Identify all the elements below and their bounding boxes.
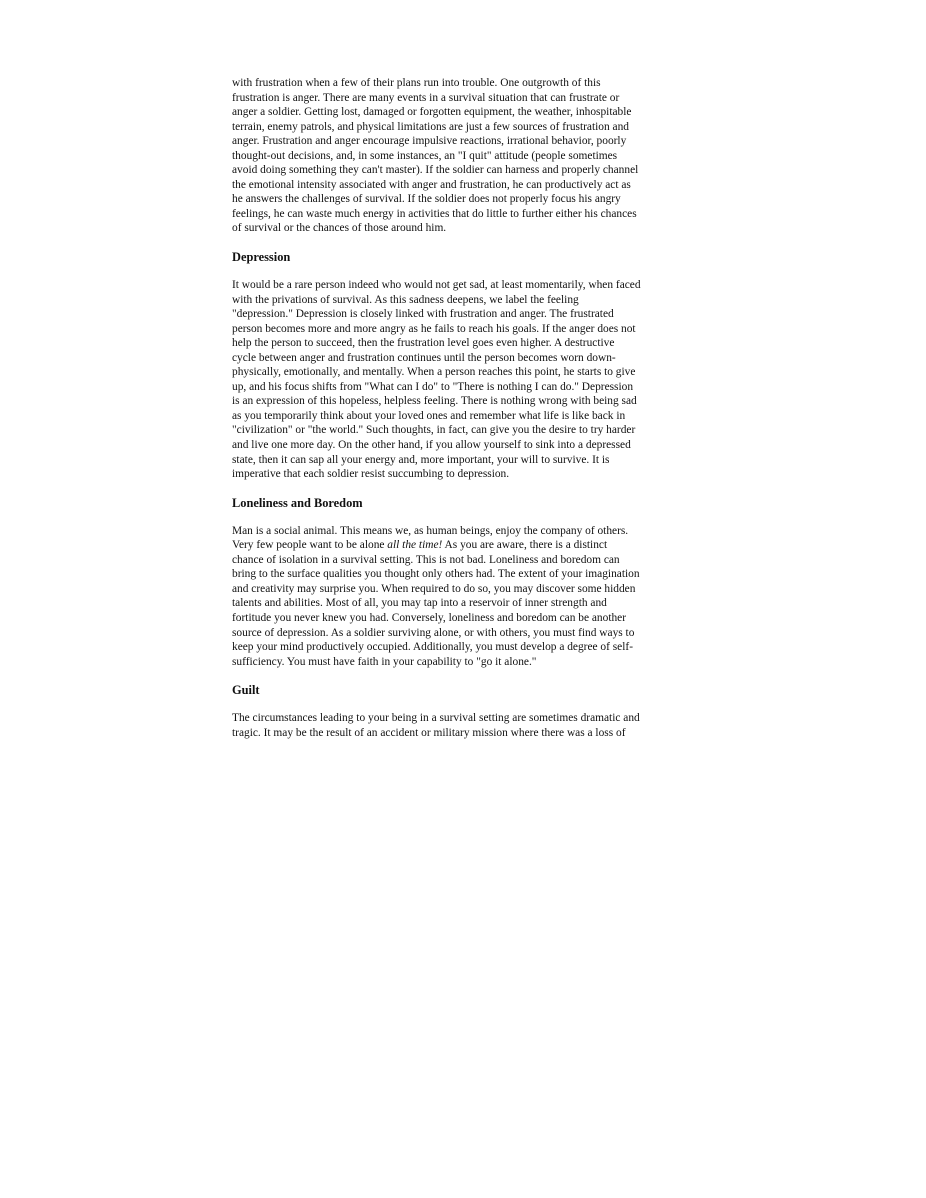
text-line: sufficiency. You must have faith in your capability to "go it alone.": [232, 655, 537, 668]
text-run: Very few people want to be alone: [232, 539, 388, 552]
text-line: he answers the challenges of survival. If the soldier does not properly focus his angry: [232, 193, 621, 206]
text-line: physically, emotionally, and mentally. When a person reaches this point, he starts to give: [232, 366, 636, 379]
text-line: imperative that each soldier resist succumbing to depression.: [232, 468, 510, 481]
text-line: help the person to succeed, then the frustration level goes even higher. A destructive: [232, 337, 615, 350]
section-heading-depression: Depression: [232, 250, 291, 265]
text-line: and creativity may surprise you. When required to do so, you may discover some hidden: [232, 582, 636, 595]
text-line: talents and abilities. Most of all, you may tap into a reservoir of inner strength and: [232, 597, 607, 610]
guilt-paragraph: [232, 711, 702, 740]
text-line: with frustration when a few of their plans run into trouble. One outgrowth of this: [232, 77, 601, 89]
text-line: anger. Frustration and anger encourage impulsive reactions, irrational behavior, poorly: [232, 135, 627, 148]
text-line: "depression." Depression is closely linked with frustration and anger. The frustrated: [232, 308, 614, 321]
text-line: the emotional intensity associated with anger and frustration, he can productively act as: [232, 178, 631, 191]
text-line: anger a soldier. Getting lost, damaged or forgotten equipment, the weather, inhospitable: [232, 106, 632, 119]
text-line: state, then it can sap all your energy and, more important, your will to survive. It is: [232, 453, 610, 466]
depression-paragraph: [232, 278, 702, 482]
section-heading-loneliness-and-boredom: Loneliness and Boredom: [232, 495, 363, 510]
text-line: avoid doing something they can't master). If the soldier can harness and properly channel: [232, 164, 639, 177]
text-line: thought-out decisions, and, in some instances, an "I quit" attitude (people sometimes: [232, 149, 618, 162]
text-line: source of depression. As a soldier surviving alone, or with others, you must find ways to: [232, 626, 635, 639]
text-line: with the privations of survival. As this sadness deepens, we label the feeling: [232, 293, 579, 306]
text-line: feelings, he can waste much energy in activities that do little to further either his chances: [232, 207, 637, 220]
text-line: Man is a social animal. This means we, as human beings, enjoy the company of others.: [232, 524, 629, 537]
text-line: cycle between anger and frustration continues until the person becomes worn down-: [232, 351, 616, 364]
text-line: The circumstances leading to your being in a survival setting are sometimes dramatic and: [232, 712, 640, 725]
text-line: terrain, enemy patrols, and physical limitations are just a few sources of frustration and: [232, 120, 629, 133]
text-line: fortitude you never knew you had. Conversely, loneliness and boredom can be another: [232, 611, 627, 624]
loneliness-paragraph: [232, 524, 702, 669]
text-line: It would be a rare person indeed who would not get sad, at least momentarily, when faced: [232, 279, 641, 292]
text-line: bring to the surface qualities you thought only others had. The extent of your imagination: [232, 568, 640, 581]
text-run: As you are aware, there is a distinct: [442, 539, 608, 552]
page-content: [232, 76, 702, 740]
text-line: [232, 538, 702, 553]
text-line: is an expression of this hopeless, helpless feeling. There is nothing wrong with being sad: [232, 395, 637, 408]
text-line: keep your mind productively occupied. Additionally, you must develop a degree of self-: [232, 641, 633, 654]
text-line: up, and his focus shifts from "What can I do" to "There is nothing I can do." Depression: [232, 380, 634, 393]
intro-paragraph: [232, 76, 702, 236]
text-line: and live one more day. On the other hand, if you allow yourself to sink into a depressed: [232, 439, 631, 452]
text-line: tragic. It may be the result of an accident or military mission where there was a loss of: [232, 726, 626, 739]
text-line: person becomes more and more angry as he fails to reach his goals. If the anger does not: [232, 322, 636, 335]
text-line: "civilization" or "the world." Such thoughts, in fact, can give you the desire to try harder: [232, 424, 636, 437]
text-line: frustration is anger. There are many events in a survival situation that can frustrate or: [232, 91, 620, 104]
text-line: of survival or the chances of those around him.: [232, 222, 447, 235]
section-heading-guilt: Guilt: [232, 683, 260, 698]
emphasis-text: all the time!: [387, 539, 443, 552]
text-line: as you temporarily think about your loved ones and remember what life is like back in: [232, 409, 626, 422]
text-line: chance of isolation in a survival setting. This is not bad. Loneliness and boredom can: [232, 553, 620, 566]
